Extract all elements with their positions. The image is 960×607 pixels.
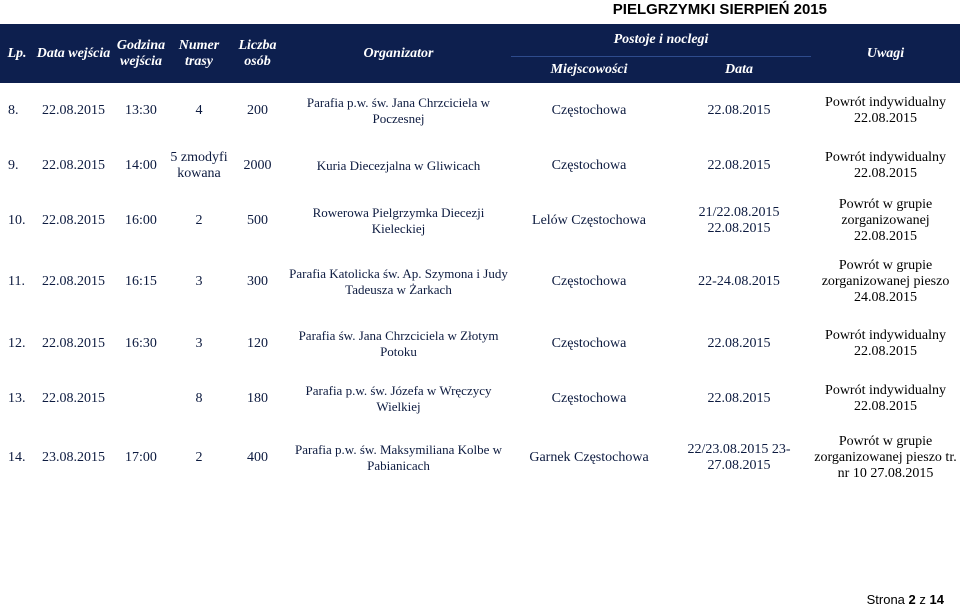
row-godzina: 16:30	[125, 335, 157, 351]
row-data-wejscia: 22.08.2015	[42, 274, 105, 289]
row-data-wejscia: 22.08.2015	[42, 157, 105, 173]
row-daty: 22.08.2015	[707, 390, 771, 406]
table-row	[0, 138, 960, 193]
col-header-organizator: Organizator	[286, 24, 511, 83]
col-header-data-wejscia: Data wejścia	[34, 24, 113, 83]
row-numer-trasy: 2	[195, 212, 203, 228]
row-liczba-osob: 300	[247, 274, 268, 289]
row-godzina: 17:00	[125, 449, 157, 465]
row-uwagi: Powrót indywidualny 22.08.2015	[825, 149, 946, 181]
row-organizator: Kuria Diecezjalna w Gliwicach	[316, 157, 481, 173]
footer-page: 2	[908, 592, 916, 607]
col-header-postoje: Postoje i noclegi	[511, 24, 811, 57]
row-data-wejscia: 22.08.2015	[42, 102, 105, 118]
row-lp: 9.	[8, 157, 19, 173]
row-godzina: 13:30	[125, 102, 157, 118]
document-title: PIELGRZYMKI SIERPIEŃ 2015	[612, 1, 827, 18]
row-numer-trasy: 5 zmodyfi kowana	[170, 149, 228, 181]
row-godzina	[113, 371, 169, 426]
col-header-miejscowosci: Miejscowości	[511, 57, 667, 84]
row-liczba-osob: 120	[247, 335, 268, 351]
row-miejscowosci: Częstochowa	[551, 157, 627, 173]
footer-sep: z	[919, 592, 926, 607]
row-uwagi: Powrót w grupie zorganizowanej pieszo tr. nr 10 27.08.2015	[814, 433, 957, 481]
row-numer-trasy: 2	[195, 449, 203, 465]
row-miejscowosci: Częstochowa	[551, 274, 627, 289]
row-daty: 22/23.08.2015 23-27.08.2015	[687, 441, 791, 473]
row-data-wejscia: 23.08.2015	[42, 449, 105, 465]
row-uwagi: Powrót indywidualny 22.08.2015	[825, 327, 946, 359]
row-organizator: Parafia św. Jana Chrzciciela w Złotym Potoku	[298, 327, 499, 359]
row-miejscowosci: Częstochowa	[551, 102, 627, 118]
col-header-numer-trasy: Numer trasy	[169, 24, 229, 83]
row-numer-trasy: 8	[195, 390, 203, 406]
table-row	[0, 248, 960, 316]
row-lp: 10.	[8, 212, 26, 228]
row-data-wejscia: 22.08.2015	[42, 335, 105, 351]
row-godzina: 16:15	[125, 274, 157, 289]
row-organizator: Parafia p.w. św. Józefa w Wręczycy Wielkiej	[305, 382, 492, 414]
row-organizator: Parafia p.w. św. Maksymiliana Kolbe w Pabianicach	[295, 441, 502, 473]
row-daty: 22.08.2015	[707, 335, 771, 351]
col-header-godzina-wejscia: Godzina wejścia	[113, 24, 169, 83]
row-data-wejscia: 22.08.2015	[42, 212, 105, 228]
col-header-lp: Lp.	[0, 24, 34, 83]
row-uwagi: Powrót w grupie zorganizowanej 22.08.2015	[838, 196, 933, 244]
row-liczba-osob: 180	[247, 390, 268, 406]
table-row	[0, 83, 960, 138]
row-daty: 22.08.2015	[707, 157, 771, 173]
row-miejscowosci: Garnek Częstochowa	[529, 449, 649, 465]
row-numer-trasy: 4	[195, 102, 203, 118]
footer-prefix: Strona	[866, 592, 905, 607]
row-godzina: 16:00	[125, 212, 157, 228]
row-lp: 14.	[8, 449, 26, 465]
page-footer	[867, 592, 944, 607]
row-liczba-osob: 2000	[243, 157, 272, 173]
row-liczba-osob: 400	[247, 449, 268, 465]
table-row	[0, 193, 960, 248]
row-daty: 22-24.08.2015	[698, 274, 780, 289]
table-row	[0, 426, 960, 489]
row-miejscowosci: Częstochowa	[551, 335, 627, 351]
row-lp: 12.	[8, 335, 26, 351]
row-organizator: Parafia p.w. św. Jana Chrzciciela w Poczesnej	[306, 94, 491, 126]
row-numer-trasy: 3	[195, 335, 203, 351]
table-row	[0, 371, 960, 426]
row-uwagi: Powrót indywidualny 22.08.2015	[825, 94, 946, 126]
row-miejscowosci: Częstochowa	[551, 390, 627, 406]
row-data-wejscia: 22.08.2015	[42, 390, 105, 406]
row-miejscowosci: Lelów Częstochowa	[532, 212, 646, 228]
table-row	[0, 316, 960, 371]
col-header-uwagi: Uwagi	[811, 24, 960, 83]
row-daty: 22.08.2015	[707, 102, 771, 118]
row-organizator: Rowerowa Pielgrzymka Diecezji Kieleckiej	[312, 204, 485, 236]
row-godzina: 14:00	[125, 157, 157, 173]
pilgrimage-table	[0, 24, 960, 489]
row-lp: 11.	[8, 274, 25, 289]
row-numer-trasy: 3	[195, 274, 203, 289]
col-header-data: Data	[667, 57, 811, 84]
footer-total: 14	[929, 592, 944, 607]
row-uwagi: Powrót indywidualny 22.08.2015	[825, 382, 946, 414]
row-liczba-osob: 500	[247, 212, 268, 228]
row-lp: 13.	[8, 390, 26, 406]
row-organizator: Parafia Katolicka św. Ap. Szymona i Judy Tadeusza w Żarkach	[289, 266, 508, 297]
col-header-liczba-osob: Liczba osób	[229, 24, 286, 83]
row-daty: 21/22.08.2015 22.08.2015	[698, 204, 780, 236]
row-liczba-osob: 200	[247, 102, 268, 118]
row-lp: 8.	[8, 102, 19, 118]
row-uwagi: Powrót w grupie zorganizowanej pieszo 24.08.2015	[821, 258, 950, 305]
